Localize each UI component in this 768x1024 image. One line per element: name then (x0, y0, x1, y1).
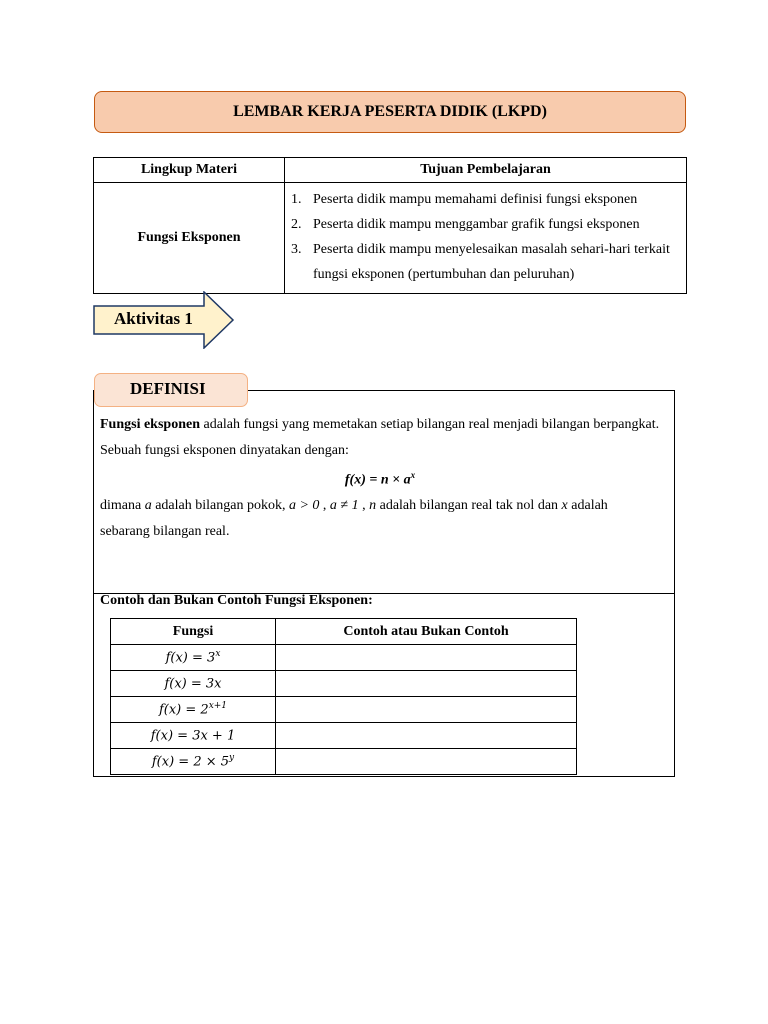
activity-label: Aktivitas 1 (114, 309, 193, 328)
table-row (111, 645, 577, 671)
function-base: f(x) = 3 (165, 650, 216, 666)
info-table (93, 157, 687, 294)
goal-text: Peserta didik mampu menggambar grafik fungsi eksponen (313, 217, 640, 232)
materi-cell: Fungsi Eksponen (94, 183, 285, 294)
definition-intro: Sebuah fungsi eksponen dinyatakan dengan: (100, 442, 349, 458)
header-contoh: Contoh atau Bukan Contoh (276, 619, 577, 645)
function-cell (111, 749, 276, 775)
cond-separator: , (358, 498, 370, 514)
answer-cell[interactable] (276, 749, 577, 775)
function-cell (111, 645, 276, 671)
header-lingkup-materi: Lingkup Materi (94, 158, 285, 183)
condition-a-not-one: a ≠ 1 (329, 498, 359, 514)
cond-text: adalah bilangan real tak nol dan (376, 498, 562, 514)
table-row (111, 749, 577, 775)
cond-text: adalah bilangan pokok, (151, 498, 289, 514)
examples-header-row (111, 619, 577, 645)
goal-number: 3. (291, 242, 302, 257)
examples-table (110, 618, 577, 775)
function-cell (111, 723, 276, 749)
definition-conditions (100, 493, 660, 544)
function-base: f(x) = 2 (158, 702, 209, 718)
formula-exponent: x (410, 470, 416, 480)
info-table-body-row (94, 183, 687, 294)
var-n: n (369, 498, 377, 514)
header-tujuan-pembelajaran: Tujuan Pembelajaran (285, 158, 687, 183)
goal-item (291, 237, 680, 287)
lkpd-title-box (94, 91, 686, 133)
cond-text: dimana (100, 498, 145, 514)
cond-text: adalah sebarang bilangan real. (100, 498, 608, 539)
definition-text (100, 412, 660, 544)
definition-term: Fungsi eksponen (100, 417, 200, 432)
function-base: f(x) = 3x + 1 (150, 728, 236, 744)
goal-number: 1. (291, 192, 302, 207)
function-exponent: y (229, 753, 235, 764)
function-base: f(x) = 3x (164, 676, 222, 692)
goal-text: Peserta didik mampu memahami definisi fungsi eksponen (313, 192, 638, 207)
condition-a-positive: a > 0 (288, 498, 320, 514)
definition-tab-label: DEFINISI (130, 379, 206, 398)
formula-base: f(x) = n × a (344, 472, 411, 488)
table-row (111, 697, 577, 723)
goal-text: Peserta didik mampu menyelesaikan masalah sehari-hari terkait fungsi eksponen (pertumbuhan dan peluruhan) (313, 242, 670, 282)
page-title: LEMBAR KERJA PESERTA DIDIK (LKPD) (233, 103, 547, 120)
answer-cell[interactable] (276, 671, 577, 697)
goal-number: 2. (291, 217, 302, 232)
goal-item (291, 212, 680, 237)
function-cell (111, 671, 276, 697)
examples-title: Contoh dan Bukan Contoh Fungsi Eksponen: (100, 593, 373, 608)
cond-separator: , (319, 498, 330, 514)
var-a: a (144, 498, 152, 514)
goals-list (285, 183, 686, 293)
definition-paragraph (100, 412, 660, 438)
function-cell (111, 697, 276, 723)
var-x: x (561, 498, 568, 514)
function-exponent: x+1 (208, 701, 228, 712)
goal-item (291, 187, 680, 212)
answer-cell[interactable] (276, 723, 577, 749)
definition-sentence: adalah fungsi yang memetakan setiap bilangan real menjadi bilangan berpangkat. (199, 417, 660, 432)
answer-cell[interactable] (276, 697, 577, 723)
function-exponent: x (215, 649, 221, 660)
header-fungsi: Fungsi (111, 619, 276, 645)
function-base: f(x) = 2 × 5 (151, 754, 230, 770)
table-row (111, 723, 577, 749)
table-row (111, 671, 577, 697)
info-table-header-row (94, 158, 687, 183)
answer-cell[interactable] (276, 645, 577, 671)
goals-cell (285, 183, 687, 294)
exponent-formula (100, 463, 660, 493)
